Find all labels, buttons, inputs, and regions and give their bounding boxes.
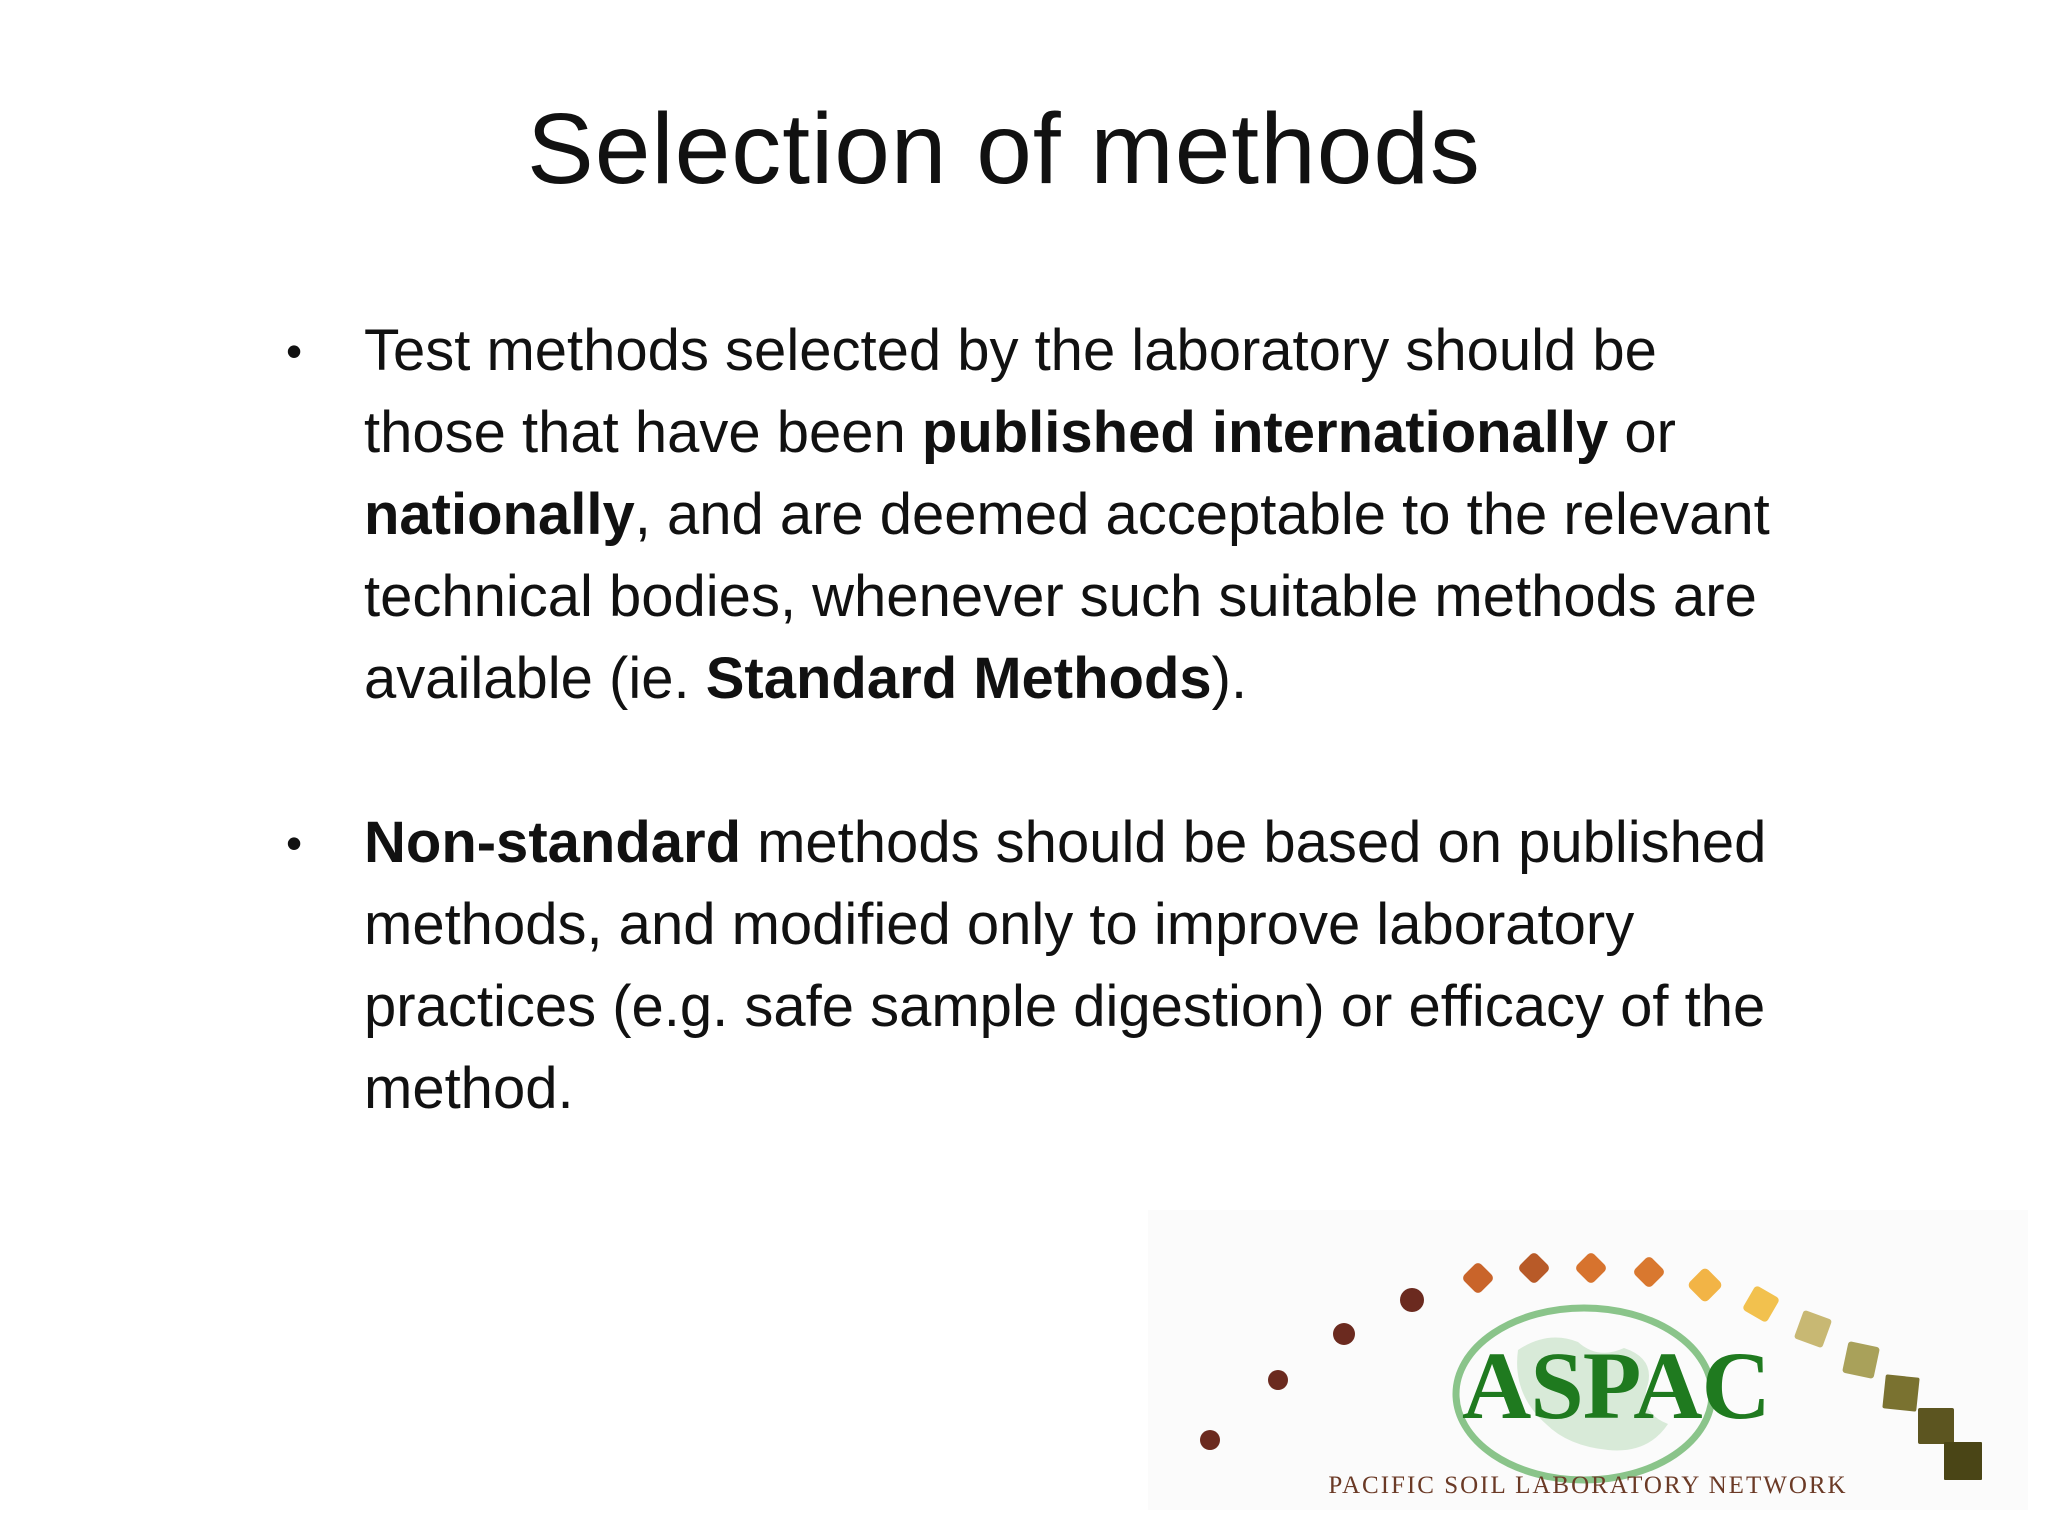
bullet-text <box>364 810 1766 1121</box>
logo-dot <box>1400 1288 1424 1312</box>
bullet-text <box>364 318 1770 711</box>
logo-dot <box>1918 1408 1954 1444</box>
text-segment: methods should be based on published methods, and modified only to improve laboratory practices (e.g. safe sample digestion) or efficacy of the method. <box>364 810 1767 1121</box>
logo-dot <box>1200 1430 1220 1450</box>
logo-dot <box>1333 1323 1355 1345</box>
text-segment: Test methods selected by the laboratory should be those that have been <box>364 318 1657 465</box>
bullet-list <box>282 310 1812 1130</box>
logo-dot <box>1461 1261 1495 1295</box>
aspac-logo <box>1148 1210 2028 1510</box>
bold-segment: Standard Methods <box>705 646 1212 711</box>
bold-segment: nationally <box>364 482 635 547</box>
logo-dot <box>1268 1370 1288 1390</box>
slide-title: Selection of methods <box>527 93 1481 205</box>
logo-dot <box>1842 1341 1880 1379</box>
bold-segment: published internationally <box>921 400 1609 465</box>
logo-dot <box>1517 1251 1551 1285</box>
bullet-dot-icon: • <box>286 325 303 377</box>
logo-caption: PACIFIC SOIL LABORATORY NETWORK <box>1328 1472 1848 1499</box>
logo-wordmark: ASPAC <box>1462 1332 1770 1439</box>
bullet-item-2 <box>282 802 1812 1130</box>
text-segment: or <box>1608 400 1676 465</box>
bullet-item-1 <box>282 310 1812 720</box>
logo-dot <box>1632 1255 1666 1289</box>
logo-dot <box>1687 1267 1724 1304</box>
logo-dot <box>1742 1285 1780 1323</box>
logo-dot <box>1794 1310 1832 1348</box>
text-segment: , and are deemed acceptable to the relevant technical bodies, whenever such suitable methods are available (ie. <box>364 482 1770 711</box>
bold-segment: Non-standard <box>364 810 741 875</box>
bullet-dot-icon: • <box>286 817 303 869</box>
logo-dot <box>1882 1374 1919 1411</box>
text-segment: ). <box>1211 646 1248 711</box>
logo-dot <box>1574 1251 1608 1285</box>
